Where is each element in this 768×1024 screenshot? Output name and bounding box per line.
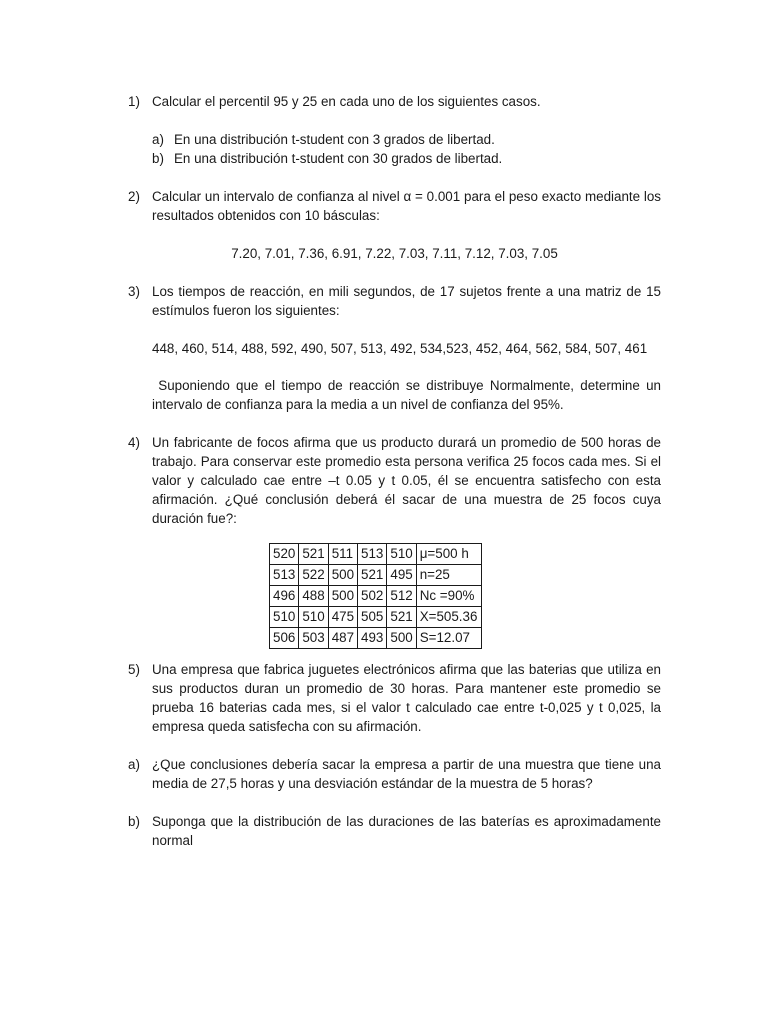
table-cell: 505 — [358, 607, 387, 628]
question-1-part-b — [152, 149, 662, 168]
question-1 — [128, 92, 661, 111]
table-cell: 506 — [270, 628, 299, 649]
table-row — [270, 544, 482, 565]
table-stat-cell: n=25 — [416, 565, 481, 586]
table-cell: 520 — [270, 544, 299, 565]
question-5 — [128, 660, 661, 736]
table-cell: 510 — [270, 607, 299, 628]
table-cell: 495 — [387, 565, 416, 586]
table-stat-cell: Nc =90% — [416, 586, 481, 607]
question-number: 5) — [128, 662, 140, 677]
question-number: 4) — [128, 435, 140, 450]
table-cell: 500 — [328, 586, 357, 607]
part-letter: a) — [152, 132, 164, 147]
question-4 — [128, 433, 661, 528]
question-text: Calcular el percentil 95 y 25 en cada uno de los siguientes casos. — [152, 94, 541, 109]
question-3-followup: Suponiendo que el tiempo de reacción se distribuye Normalmente, determine un intervalo de confianza para la media a un nivel de confianza del 95%. — [152, 378, 665, 412]
part-text: ¿Que conclusiones debería sacar la empresa a partir de una muestra que tiene una media de 27,5 horas y una desviación estándar de la muestra de 5 horas? — [152, 757, 661, 791]
table-cell: 513 — [270, 565, 299, 586]
table-cell: 521 — [358, 565, 387, 586]
table-cell: 503 — [299, 628, 328, 649]
question-5-part-b — [128, 812, 661, 850]
question-number: 3) — [128, 284, 140, 299]
part-letter: b) — [128, 814, 140, 829]
table-cell: 512 — [387, 586, 416, 607]
table-cell: 487 — [328, 628, 357, 649]
table-cell: 521 — [387, 607, 416, 628]
table-cell: 513 — [358, 544, 387, 565]
table-stat-cell: S=12.07 — [416, 628, 481, 649]
question-text: Los tiempos de reacción, en mili segundos, de 17 sujetos frente a una matriz de 15 estímulos fueron los siguientes: — [152, 284, 661, 318]
table-row — [270, 586, 482, 607]
table-cell: 510 — [387, 544, 416, 565]
table-row — [270, 565, 482, 586]
part-letter: a) — [128, 757, 140, 772]
table-row — [270, 628, 482, 649]
table-cell: 475 — [328, 607, 357, 628]
question-number: 1) — [128, 94, 140, 109]
table-cell: 500 — [328, 565, 357, 586]
table-cell: 502 — [358, 586, 387, 607]
table-cell: 511 — [328, 544, 357, 565]
part-text: En una distribución t-student con 3 grados de libertad. — [174, 132, 495, 147]
question-5-part-a — [128, 755, 661, 793]
question-1-part-a — [152, 130, 662, 149]
question-number: 2) — [128, 189, 140, 204]
table-cell: 510 — [299, 607, 328, 628]
table-cell: 496 — [270, 586, 299, 607]
question-3-values: 448, 460, 514, 488, 592, 490, 507, 513, 492, 534,523, 452, 464, 562, 584, 507, 461 — [152, 341, 648, 356]
table-stat-cell: X=505.36 — [416, 607, 481, 628]
question-text: Una empresa que fabrica juguetes electrónicos afirma que las baterias que utiliza en sus productos duran un promedio de 30 horas. Para mantener este promedio se prueba 16 baterias cada mes, si el valor t calculado cae entre t-0,025 y t 0,025, la empresa queda satisfecha con su afirmación. — [152, 662, 661, 734]
table-cell: 493 — [358, 628, 387, 649]
question-2 — [128, 187, 661, 225]
table-cell: 500 — [387, 628, 416, 649]
question-2-values: 7.20, 7.01, 7.36, 6.91, 7.22, 7.03, 7.11, 7.12, 7.03, 7.05 — [231, 246, 558, 261]
part-text: En una distribución t-student con 30 grados de libertad. — [174, 151, 503, 166]
question-text: Calcular un intervalo de confianza al nivel α = 0.001 para el peso exacto mediante los resultados obtenidos con 10 básculas: — [152, 189, 661, 223]
table-cell: 488 — [299, 586, 328, 607]
question-text: Un fabricante de focos afirma que us producto durará un promedio de 500 horas de trabajo. Para conservar este promedio esta persona verifica 25 focos cada mes. Si el valor y calculado cae entre –t 0.05 y t 0.05, él se encuentra satisfecho con esta afirmación. ¿Qué conclusión deberá él sacar de una muestra de 25 focos cuya duración fue?: — [152, 435, 661, 526]
table-cell: 522 — [299, 565, 328, 586]
part-letter: b) — [152, 151, 164, 166]
table-stat-cell: μ=500 h — [416, 544, 481, 565]
question-3 — [128, 282, 661, 320]
sample-table — [269, 543, 482, 649]
table-cell: 521 — [299, 544, 328, 565]
table-row — [270, 607, 482, 628]
part-text: Suponga que la distribución de las duraciones de las baterías es aproximadamente normal — [152, 814, 661, 848]
